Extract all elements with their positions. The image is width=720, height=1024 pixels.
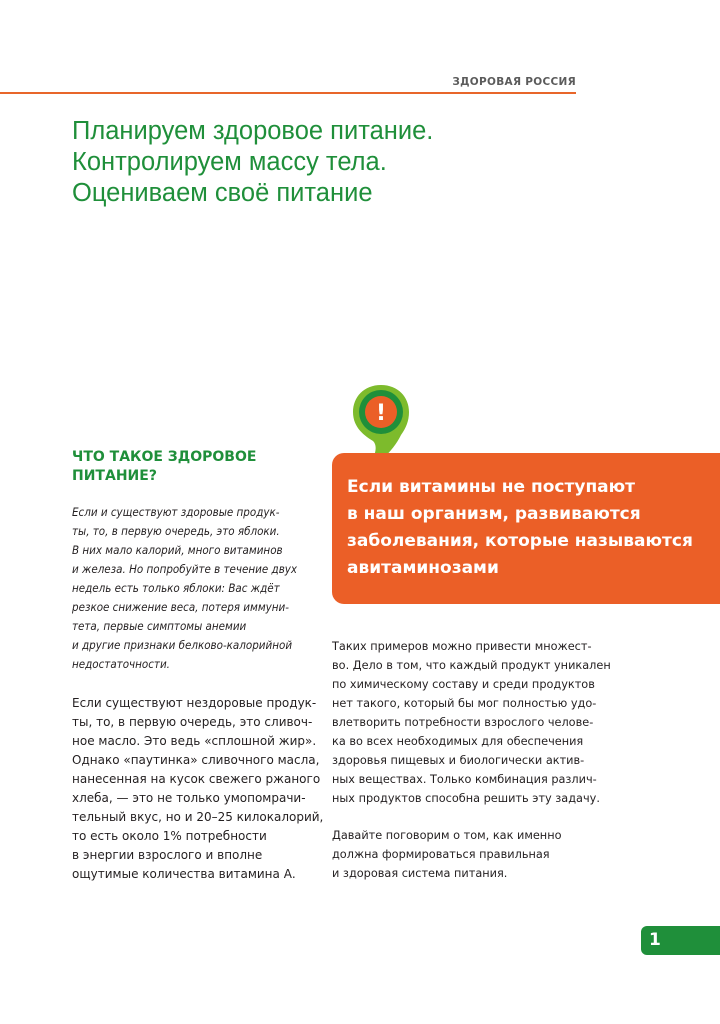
- callout-line: заболевания, которые называются: [347, 531, 693, 551]
- text-line: ощутимые количества витамина А.: [72, 867, 296, 881]
- heading-line: ЧТО ТАКОЕ ЗДОРОВОЕ: [72, 449, 257, 465]
- text-line: ное масло. Это ведь «сплошной жир».: [72, 734, 317, 748]
- text-line: по химическому составу и среди продуктов: [332, 678, 595, 691]
- callout-line: авитаминозами: [347, 558, 499, 578]
- text-line: и железа. Но попробуйте в течение двух: [72, 562, 298, 576]
- text-line: и другие признаки белково-калорийной: [72, 638, 293, 652]
- text-line: нанесенная на кусок свежего ржаного: [72, 772, 321, 786]
- intro-paragraph: [72, 503, 342, 674]
- text-line: в энергии взрослого и вполне: [72, 848, 263, 862]
- header-section-label: ЗДОРОВАЯ РОССИЯ: [452, 76, 576, 88]
- text-line: ка во всех необходимых для обеспечения: [332, 735, 584, 748]
- text-line: ных продуктов способна решить эту задачу.: [332, 792, 600, 805]
- body-paragraph-right-closing: [332, 826, 602, 883]
- text-line: то есть около 1% потребности: [72, 829, 267, 843]
- title-line: Оцениваем своё питание: [72, 179, 373, 207]
- text-line: хлеба, — это не только умопомрачи-: [72, 791, 306, 805]
- title-line: Планируем здоровое питание.: [72, 117, 434, 145]
- text-line: ты, то, в первую очередь, это сливоч-: [72, 715, 313, 729]
- text-line: Давайте поговорим о том, как именно: [332, 829, 562, 842]
- text-line: ных веществах. Только комбинация различ-: [332, 773, 597, 786]
- text-line: здоровья пищевых и биологически актив-: [332, 754, 585, 767]
- title-line: Контролируем массу тела.: [72, 148, 387, 176]
- text-line: тельный вкус, но и 20–25 килокалорий,: [72, 810, 324, 824]
- text-line: В них мало калорий, много витаминов: [72, 543, 283, 557]
- header-rule: [0, 92, 576, 94]
- alert-glyph: !: [375, 401, 387, 426]
- text-line: тета, первые симптомы анемии: [72, 619, 247, 633]
- text-line: ты, то, в первую очередь, это яблоки.: [72, 524, 280, 538]
- callout-line: в наш организм, развиваются: [347, 504, 641, 524]
- text-line: должна формироваться правильная: [332, 848, 550, 861]
- text-line: Однако «паутинка» сливочного масла,: [72, 753, 320, 767]
- text-line: недостаточности.: [72, 657, 170, 671]
- body-paragraph-right: [332, 637, 611, 808]
- text-line: нет такого, который бы мог полностью удо-: [332, 697, 597, 710]
- text-line: резкое снижение веса, потеря иммуни-: [72, 600, 289, 614]
- body-paragraph-left: [72, 694, 342, 884]
- text-line: Таких примеров можно привести множест-: [332, 640, 592, 653]
- section-heading: [72, 448, 322, 486]
- page-number: 1: [649, 930, 661, 950]
- text-line: влетворить потребности взрослого челове-: [332, 716, 594, 729]
- text-line: и здоровая система питания.: [332, 867, 508, 880]
- page-title: [72, 116, 592, 209]
- heading-line: ПИТАНИЕ?: [72, 468, 157, 484]
- callout-line: Если витамины не поступают: [347, 477, 636, 497]
- text-line: во. Дело в том, что каждый продукт уникален: [332, 659, 611, 672]
- text-line: Если и существуют здоровые продук-: [72, 505, 280, 519]
- callout-text: [347, 474, 717, 582]
- text-line: Если существуют нездоровые продук-: [72, 696, 317, 710]
- text-line: недель есть только яблоки: Вас ждёт: [72, 581, 280, 595]
